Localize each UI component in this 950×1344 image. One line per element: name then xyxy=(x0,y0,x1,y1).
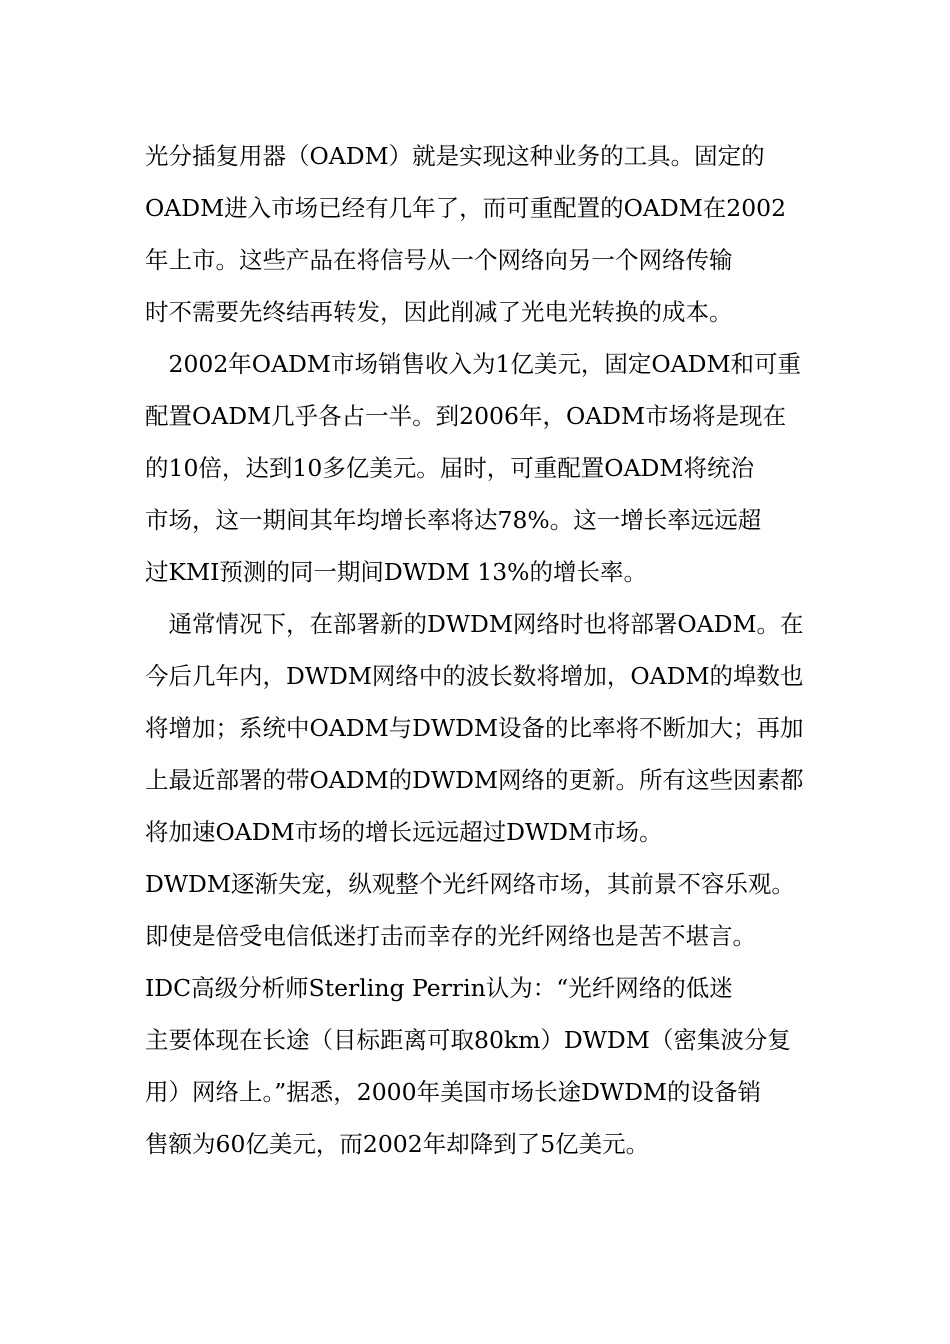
document-body xyxy=(145,130,810,1170)
text-line-15: DWDM逐渐失宠，纵观整个光纤网络市场，其前景不容乐观。 xyxy=(145,870,795,898)
text-line-14: 将加速OADM市场的增长远远超过DWDM市场。 xyxy=(145,818,663,846)
text-line-1: 光分插复用器（OADM）就是实现这种业务的工具。固定的 xyxy=(145,142,765,170)
text-line-17: IDC高级分析师Sterling Perrin认为：“光纤网络的低迷 xyxy=(145,974,733,1002)
text-line-19: 用）网络上。”据悉，2000年美国市场长途DWDM的设备销 xyxy=(145,1078,761,1106)
text-line-8: 市场，这一期间其年均增长率将达78%。这一增长率远远超 xyxy=(145,506,762,534)
text-line-12: 将增加；系统中OADM与DWDM设备的比率将不断加大；再加 xyxy=(145,714,804,742)
text-line-10: 通常情况下，在部署新的DWDM网络时也将部署OADM。在 xyxy=(145,610,804,638)
text-line-18: 主要体现在长途（目标距离可取80km）DWDM（密集波分复 xyxy=(145,1026,791,1054)
text-line-20: 售额为60亿美元，而2002年却降到了5亿美元。 xyxy=(145,1130,650,1158)
text-line-3: 年上市。这些产品在将信号从一个网络向另一个网络传输 xyxy=(145,246,733,274)
text-line-11: 今后几年内，DWDM网络中的波长数将增加，OADM的埠数也 xyxy=(145,662,804,690)
text-line-13: 上最近部署的带OADM的DWDM网络的更新。所有这些因素都 xyxy=(145,766,804,794)
text-line-2: OADM进入市场已经有几年了，而可重配置的OADM在2002 xyxy=(145,194,787,222)
text-line-6: 配置OADM几乎各占一半。到2006年，OADM市场将是现在 xyxy=(145,402,787,430)
text-line-9: 过KMI预测的同一期间DWDM 13%的增长率。 xyxy=(145,558,648,586)
text-line-4: 时不需要先终结再转发，因此削减了光电光转换的成本。 xyxy=(145,298,733,326)
text-line-7: 的10倍，达到10多亿美元。届时，可重配置OADM将统治 xyxy=(145,454,754,482)
text-line-5: 2002年OADM市场销售收入为1亿美元，固定OADM和可重 xyxy=(145,350,802,378)
text-line-16: 即使是倍受电信低迷打击而幸存的光纤网络也是苦不堪言。 xyxy=(145,922,756,950)
